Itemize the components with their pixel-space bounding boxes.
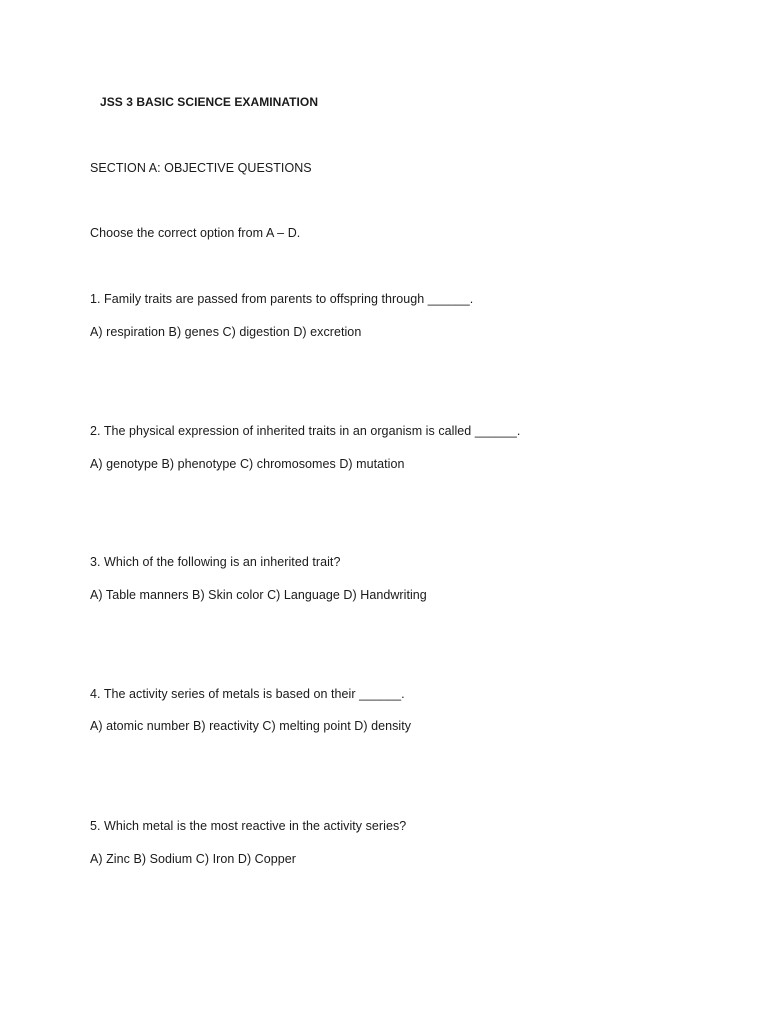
exam-title: JSS 3 BASIC SCIENCE EXAMINATION — [100, 95, 319, 109]
question-5-options: A) Zinc B) Sodium C) Iron D) Copper — [90, 852, 296, 866]
question-2: 2. The physical expression of inherited traits in an organism is called ______. — [90, 424, 521, 438]
question-3-options: A) Table manners B) Skin color C) Language D) Handwriting — [90, 588, 427, 602]
question-3: 3. Which of the following is an inherited trait? — [90, 555, 341, 569]
instruction-text: Choose the correct option from A – D. — [90, 226, 301, 240]
question-1: 1. Family traits are passed from parents to offspring through ______. — [90, 292, 474, 306]
question-1-options: A) respiration B) genes C) digestion D) excretion — [90, 325, 362, 339]
question-2-options: A) genotype B) phenotype C) chromosomes D) mutation — [90, 457, 405, 471]
question-4-options: A) atomic number B) reactivity C) melting point D) density — [90, 719, 412, 733]
section-heading: SECTION A: OBJECTIVE QUESTIONS — [90, 161, 312, 175]
question-5: 5. Which metal is the most reactive in the activity series? — [90, 819, 407, 833]
question-4: 4. The activity series of metals is based on their ______. — [90, 687, 405, 701]
